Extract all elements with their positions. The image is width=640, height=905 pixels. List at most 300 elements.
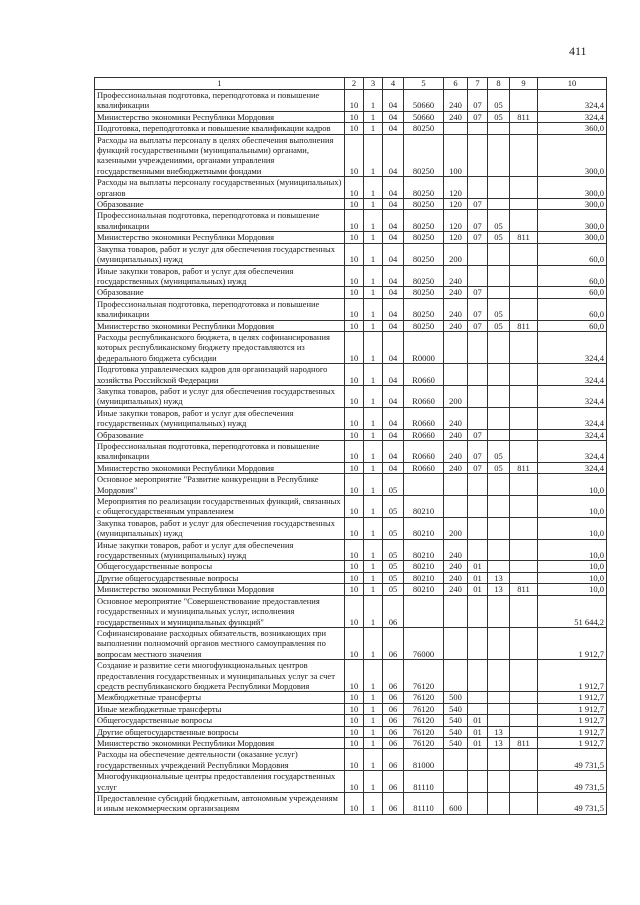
row-target-code: R0660 (404, 429, 444, 440)
row-code-4: 05 (383, 474, 404, 496)
budget-table (94, 77, 607, 815)
row-section: 07 (468, 199, 488, 210)
row-expense-type: 240 (444, 407, 468, 429)
table-header-row (95, 78, 607, 90)
row-code-4: 04 (383, 210, 404, 232)
row-expense-type (444, 771, 468, 793)
row-section (468, 496, 488, 518)
table-row (95, 232, 607, 243)
row-code-3: 1 (364, 771, 383, 793)
row-subsection (488, 265, 510, 287)
row-name: Подготовка, переподготовка и повышение квалификации кадров (95, 123, 345, 134)
row-ministry-code: 811 (510, 584, 538, 595)
row-code-3: 1 (364, 692, 383, 703)
row-code-2: 10 (345, 584, 364, 595)
column-header-3: 3 (364, 78, 383, 90)
row-code-2: 10 (345, 210, 364, 232)
row-code-4: 05 (383, 584, 404, 595)
row-target-code: 80210 (404, 496, 444, 518)
row-code-4: 06 (383, 749, 404, 771)
row-ministry-code (510, 561, 538, 572)
row-code-4: 04 (383, 232, 404, 243)
table-row (95, 572, 607, 583)
table-row (95, 429, 607, 440)
row-code-4: 05 (383, 517, 404, 539)
table-row (95, 320, 607, 331)
column-header-2: 2 (345, 78, 364, 90)
row-target-code: 80250 (404, 265, 444, 287)
row-code-3: 1 (364, 320, 383, 331)
row-expense-type: 240 (444, 584, 468, 595)
row-expense-type (444, 660, 468, 692)
table-row (95, 199, 607, 210)
row-code-2: 10 (345, 287, 364, 298)
row-code-3: 1 (364, 134, 383, 177)
row-subsection (488, 243, 510, 265)
table-row (95, 561, 607, 572)
row-target-code: 80250 (404, 287, 444, 298)
row-amount: 51 644,2 (538, 595, 607, 627)
row-code-4: 04 (383, 320, 404, 331)
row-section: 01 (468, 726, 488, 737)
row-expense-type: 240 (444, 111, 468, 122)
row-subsection (488, 123, 510, 134)
row-code-4: 06 (383, 726, 404, 737)
row-expense-type (444, 595, 468, 627)
row-name: Министерство экономики Республики Мордовия (95, 584, 345, 595)
row-subsection (488, 517, 510, 539)
row-target-code: R0660 (404, 364, 444, 386)
row-section: 01 (468, 584, 488, 595)
table-row (95, 737, 607, 748)
row-target-code: R0660 (404, 407, 444, 429)
row-code-3: 1 (364, 749, 383, 771)
row-subsection (488, 364, 510, 386)
row-code-4: 04 (383, 407, 404, 429)
row-code-2: 10 (345, 265, 364, 287)
row-ministry-code (510, 407, 538, 429)
row-code-4: 04 (383, 177, 404, 199)
row-name: Другие общегосударственные вопросы (95, 726, 345, 737)
row-code-4: 04 (383, 385, 404, 407)
table-row (95, 474, 607, 496)
row-amount: 300,0 (538, 232, 607, 243)
row-expense-type: 240 (444, 462, 468, 473)
row-code-3: 1 (364, 111, 383, 122)
row-subsection: 05 (488, 210, 510, 232)
row-code-3: 1 (364, 364, 383, 386)
row-section: 07 (468, 111, 488, 122)
row-code-4: 04 (383, 123, 404, 134)
row-name: Профессиональная подготовка, переподготовка и повышение квалификации (95, 90, 345, 112)
row-code-3: 1 (364, 660, 383, 692)
row-target-code: 80250 (404, 199, 444, 210)
row-amount: 10,0 (538, 517, 607, 539)
row-name: Профессиональная подготовка, переподготовка и повышение квалификации (95, 441, 345, 463)
row-code-3: 1 (364, 793, 383, 815)
row-name: Иные закупки товаров, работ и услуг для обеспечения государственных (муниципальных) нужд (95, 407, 345, 429)
row-target-code: 80210 (404, 539, 444, 561)
row-amount: 300,0 (538, 199, 607, 210)
row-name: Образование (95, 429, 345, 440)
row-subsection (488, 429, 510, 440)
row-ministry-code (510, 715, 538, 726)
row-target-code: 76000 (404, 627, 444, 659)
table-row (95, 441, 607, 463)
row-code-2: 10 (345, 243, 364, 265)
row-subsection (488, 331, 510, 363)
row-name: Расходы на обеспечение деятельности (оказание услуг) государственных учреждений Республики Мордовия (95, 749, 345, 771)
row-ministry-code (510, 265, 538, 287)
row-code-3: 1 (364, 584, 383, 595)
row-code-3: 1 (364, 726, 383, 737)
row-code-2: 10 (345, 199, 364, 210)
row-amount: 49 731,5 (538, 749, 607, 771)
row-subsection: 05 (488, 232, 510, 243)
row-section (468, 660, 488, 692)
table-row (95, 462, 607, 473)
row-amount: 10,0 (538, 584, 607, 595)
row-section: 01 (468, 572, 488, 583)
row-expense-type: 240 (444, 287, 468, 298)
row-section: 07 (468, 287, 488, 298)
row-expense-type: 200 (444, 243, 468, 265)
row-subsection: 13 (488, 737, 510, 748)
table-row (95, 771, 607, 793)
row-subsection (488, 660, 510, 692)
row-name: Основное мероприятие "Развитие конкуренции в Республике Мордовия" (95, 474, 345, 496)
table-row (95, 703, 607, 714)
row-code-4: 04 (383, 134, 404, 177)
row-ministry-code (510, 703, 538, 714)
row-ministry-code (510, 331, 538, 363)
row-target-code: 80250 (404, 123, 444, 134)
row-code-2: 10 (345, 660, 364, 692)
row-section (468, 595, 488, 627)
row-code-3: 1 (364, 232, 383, 243)
table-row (95, 627, 607, 659)
row-amount: 49 731,5 (538, 793, 607, 815)
row-amount: 49 731,5 (538, 771, 607, 793)
row-code-4: 04 (383, 298, 404, 320)
row-target-code: 76120 (404, 660, 444, 692)
row-name: Образование (95, 287, 345, 298)
row-ministry-code (510, 627, 538, 659)
row-name: Министерство экономики Республики Мордовия (95, 232, 345, 243)
row-code-2: 10 (345, 539, 364, 561)
row-target-code: 80250 (404, 210, 444, 232)
row-expense-type: 600 (444, 793, 468, 815)
row-code-2: 10 (345, 385, 364, 407)
row-section (468, 539, 488, 561)
row-ministry-code (510, 793, 538, 815)
row-name: Расходы республиканского бюджета, в целях софинансирования которых республиканскому бюджету предоставляются из федерального бюджета субсидии (95, 331, 345, 363)
table-row (95, 111, 607, 122)
page-number: 411 (569, 44, 587, 58)
column-header-7: 7 (468, 78, 488, 90)
row-code-4: 04 (383, 90, 404, 112)
table-row (95, 385, 607, 407)
row-section: 01 (468, 715, 488, 726)
table-row (95, 243, 607, 265)
row-name: Общегосударственные вопросы (95, 715, 345, 726)
row-target-code: 81000 (404, 749, 444, 771)
row-code-2: 10 (345, 572, 364, 583)
row-amount: 324,4 (538, 331, 607, 363)
row-target-code: 50660 (404, 90, 444, 112)
row-amount: 324,4 (538, 441, 607, 463)
row-name: Профессиональная подготовка, переподготовка и повышение квалификации (95, 210, 345, 232)
row-ministry-code (510, 441, 538, 463)
row-code-2: 10 (345, 726, 364, 737)
row-target-code (404, 474, 444, 496)
row-ministry-code: 811 (510, 737, 538, 748)
row-subsection (488, 134, 510, 177)
row-code-4: 04 (383, 243, 404, 265)
row-target-code: 80250 (404, 243, 444, 265)
row-ministry-code (510, 298, 538, 320)
row-amount: 1 912,7 (538, 715, 607, 726)
row-section (468, 265, 488, 287)
row-code-3: 1 (364, 441, 383, 463)
row-code-2: 10 (345, 737, 364, 748)
row-amount: 324,4 (538, 429, 607, 440)
table-row (95, 407, 607, 429)
row-subsection (488, 539, 510, 561)
row-code-4: 04 (383, 265, 404, 287)
row-ministry-code: 811 (510, 320, 538, 331)
row-expense-type (444, 627, 468, 659)
row-section (468, 703, 488, 714)
table-row (95, 287, 607, 298)
row-amount: 324,4 (538, 385, 607, 407)
row-target-code: 80250 (404, 320, 444, 331)
row-subsection (488, 715, 510, 726)
table-row (95, 90, 607, 112)
row-target-code: 80210 (404, 517, 444, 539)
row-ministry-code (510, 134, 538, 177)
row-target-code: 81110 (404, 771, 444, 793)
row-section: 07 (468, 298, 488, 320)
row-target-code: 80250 (404, 298, 444, 320)
row-code-2: 10 (345, 703, 364, 714)
row-section (468, 474, 488, 496)
row-target-code: 76120 (404, 726, 444, 737)
row-code-2: 10 (345, 90, 364, 112)
row-code-4: 04 (383, 331, 404, 363)
row-ministry-code (510, 749, 538, 771)
row-expense-type: 120 (444, 199, 468, 210)
row-section: 07 (468, 462, 488, 473)
row-code-3: 1 (364, 407, 383, 429)
row-subsection: 05 (488, 111, 510, 122)
row-section: 07 (468, 429, 488, 440)
row-section: 07 (468, 232, 488, 243)
table-row (95, 364, 607, 386)
row-name: Министерство экономики Республики Мордовия (95, 320, 345, 331)
row-code-3: 1 (364, 385, 383, 407)
row-ministry-code (510, 123, 538, 134)
table-row (95, 692, 607, 703)
row-code-2: 10 (345, 496, 364, 518)
row-subsection: 13 (488, 584, 510, 595)
row-section (468, 692, 488, 703)
row-target-code: 76120 (404, 703, 444, 714)
row-code-2: 10 (345, 561, 364, 572)
row-code-2: 10 (345, 715, 364, 726)
row-name: Иные межбюджетные трансферты (95, 703, 345, 714)
row-code-4: 06 (383, 737, 404, 748)
row-name: Образование (95, 199, 345, 210)
column-header-9: 9 (510, 78, 538, 90)
row-code-4: 04 (383, 364, 404, 386)
row-subsection (488, 474, 510, 496)
row-code-4: 06 (383, 771, 404, 793)
row-name: Закупка товаров, работ и услуг для обеспечения государственных (муниципальных) нужд (95, 385, 345, 407)
row-name: Основное мероприятие "Совершенствование предоставления государственных и муниципальных услуг, исполнения государственных и муниципальных функций" (95, 595, 345, 627)
column-header-5: 5 (404, 78, 444, 90)
row-ministry-code: 811 (510, 462, 538, 473)
row-target-code: R0000 (404, 331, 444, 363)
row-code-2: 10 (345, 627, 364, 659)
row-expense-type: 240 (444, 265, 468, 287)
row-subsection: 05 (488, 320, 510, 331)
row-expense-type: 240 (444, 320, 468, 331)
row-name: Закупка товаров, работ и услуг для обеспечения государственных (муниципальных) нужд (95, 517, 345, 539)
row-section (468, 243, 488, 265)
row-amount: 300,0 (538, 134, 607, 177)
row-ministry-code (510, 210, 538, 232)
row-amount: 324,4 (538, 111, 607, 122)
row-expense-type (444, 331, 468, 363)
row-code-2: 10 (345, 123, 364, 134)
table-row (95, 660, 607, 692)
row-subsection (488, 385, 510, 407)
row-code-2: 10 (345, 364, 364, 386)
row-ministry-code: 811 (510, 232, 538, 243)
row-expense-type: 500 (444, 692, 468, 703)
table-row (95, 517, 607, 539)
row-subsection (488, 627, 510, 659)
table-row (95, 793, 607, 815)
row-code-3: 1 (364, 462, 383, 473)
row-code-2: 10 (345, 771, 364, 793)
row-ministry-code (510, 539, 538, 561)
row-code-4: 04 (383, 441, 404, 463)
row-subsection: 05 (488, 90, 510, 112)
row-amount: 1 912,7 (538, 627, 607, 659)
row-section (468, 177, 488, 199)
row-amount: 360,0 (538, 123, 607, 134)
row-code-3: 1 (364, 210, 383, 232)
row-name: Профессиональная подготовка, переподготовка и повышение квалификации (95, 298, 345, 320)
row-target-code: 80250 (404, 232, 444, 243)
row-ministry-code (510, 660, 538, 692)
row-subsection (488, 595, 510, 627)
row-amount: 324,4 (538, 364, 607, 386)
row-amount: 60,0 (538, 320, 607, 331)
row-amount: 324,4 (538, 462, 607, 473)
row-expense-type: 240 (444, 90, 468, 112)
row-subsection: 13 (488, 726, 510, 737)
row-amount: 60,0 (538, 265, 607, 287)
row-section (468, 407, 488, 429)
table-row (95, 265, 607, 287)
row-target-code: R0660 (404, 462, 444, 473)
row-expense-type: 240 (444, 298, 468, 320)
row-expense-type: 200 (444, 385, 468, 407)
row-expense-type (444, 749, 468, 771)
row-code-2: 10 (345, 111, 364, 122)
row-amount: 10,0 (538, 561, 607, 572)
row-amount: 60,0 (538, 287, 607, 298)
row-code-2: 10 (345, 320, 364, 331)
row-section (468, 385, 488, 407)
row-code-3: 1 (364, 627, 383, 659)
row-subsection: 13 (488, 572, 510, 583)
row-expense-type: 120 (444, 177, 468, 199)
row-target-code: R0660 (404, 385, 444, 407)
row-code-4: 04 (383, 429, 404, 440)
table-row (95, 177, 607, 199)
row-expense-type: 540 (444, 737, 468, 748)
row-code-2: 10 (345, 331, 364, 363)
row-expense-type: 240 (444, 429, 468, 440)
row-expense-type: 540 (444, 715, 468, 726)
row-code-4: 06 (383, 660, 404, 692)
row-subsection: 05 (488, 298, 510, 320)
row-code-2: 10 (345, 134, 364, 177)
row-amount: 324,4 (538, 90, 607, 112)
row-section (468, 627, 488, 659)
row-code-2: 10 (345, 441, 364, 463)
table-row (95, 726, 607, 737)
row-code-4: 06 (383, 703, 404, 714)
row-subsection: 05 (488, 462, 510, 473)
row-ministry-code (510, 243, 538, 265)
column-header-4: 4 (383, 78, 404, 90)
row-target-code (404, 595, 444, 627)
row-section (468, 134, 488, 177)
table-row (95, 134, 607, 177)
row-subsection (488, 749, 510, 771)
row-ministry-code (510, 199, 538, 210)
column-header-amount: 10 (538, 78, 607, 90)
row-name: Расходы на выплаты персоналу государственных (муниципальных) органов (95, 177, 345, 199)
row-amount: 60,0 (538, 243, 607, 265)
row-code-4: 05 (383, 561, 404, 572)
table-row (95, 210, 607, 232)
row-name: Софинансирование расходных обязательств, возникающих при выполнении полномочий органов местного самоуправления по вопросам местного значения (95, 627, 345, 659)
row-code-3: 1 (364, 539, 383, 561)
row-code-3: 1 (364, 703, 383, 714)
row-expense-type: 120 (444, 210, 468, 232)
row-code-3: 1 (364, 474, 383, 496)
row-target-code: 80210 (404, 561, 444, 572)
column-header-name: 1 (95, 78, 345, 90)
row-code-3: 1 (364, 287, 383, 298)
row-ministry-code (510, 474, 538, 496)
row-code-3: 1 (364, 715, 383, 726)
row-name: Закупка товаров, работ и услуг для обеспечения государственных (муниципальных) нужд (95, 243, 345, 265)
row-subsection (488, 692, 510, 703)
row-target-code: 80250 (404, 134, 444, 177)
row-code-3: 1 (364, 496, 383, 518)
row-section: 07 (468, 320, 488, 331)
row-code-3: 1 (364, 737, 383, 748)
row-code-3: 1 (364, 429, 383, 440)
row-name: Подготовка управленческих кадров для организаций народного хозяйства Российской Федерации (95, 364, 345, 386)
